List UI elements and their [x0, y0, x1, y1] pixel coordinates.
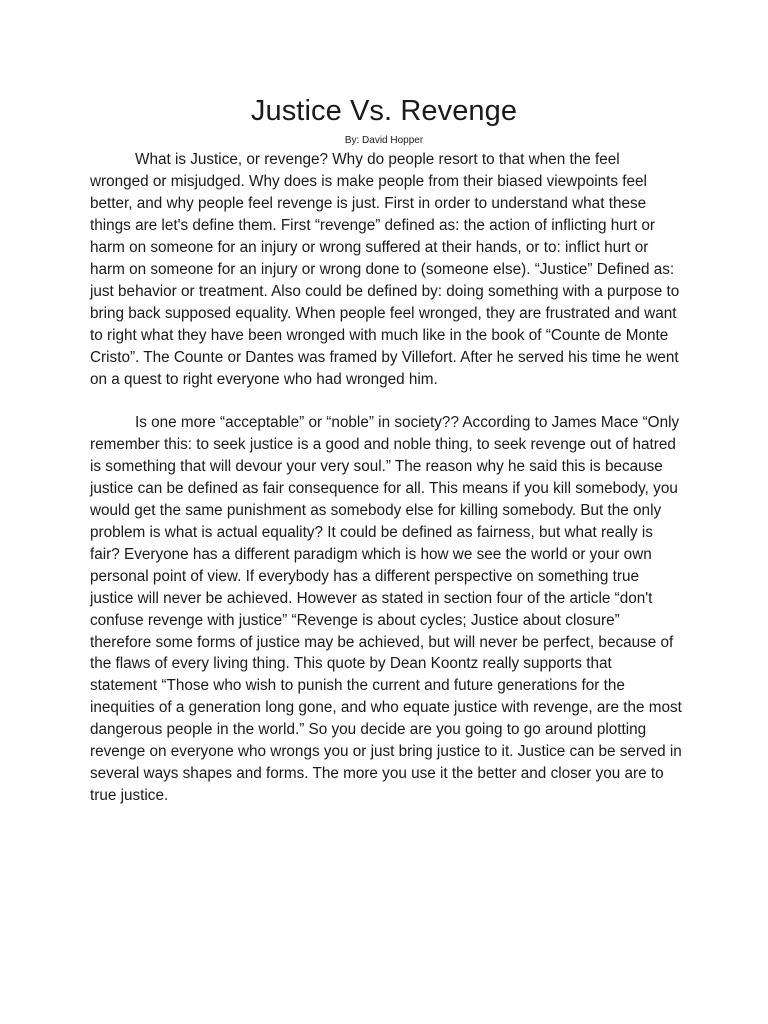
- body-paragraph: What is Justice, or revenge? Why do people resort to that when the feel wronged or misjudged. Why does is make people from their biased viewpoints feel better, and why people feel revenge is just. First in order to understand what these things are let's define them. First “revenge” defined as: the action of inflicting hurt or harm on someone for an injury or wrong suffered at their hands, or to: inflict hurt or harm on someone for an injury or wrong done to (someone else). “Justice” Defined as: just behavior or treatment. Also could be defined by: doing something with a purpose to bring back supposed equality. When people feel wronged, they are frustrated and want to right what they have been wronged with much like in the book of “Counte de Monte Cristo”. The Counte or Dantes was framed by Villefort. After he served his time he went on a quest to right everyone who had wronged him.: [90, 151, 680, 388]
- body-paragraph: Is one more “acceptable” or “noble” in society?? According to James Mace “Only remember this: to seek justice is a good and noble thing, to seek revenge out of hatred is something that will devour your very soul.” The reason why he said this is because justice can be defined as fair consequence for all. This means if you kill somebody, you would get the same punishment as somebody else for killing somebody. But the only problem is what is actual equality? It could be defined as fairness, but what really is fair? Everyone has a different paradigm which is how we see the world or your own personal point of view. If everybody has a different perspective on something true justice will never be achieved. However as stated in section four of the article “don't confuse revenge with justice” “Revenge is about cycles; Justice about closure” therefore some forms of justice may be achieved, but will never be perfect, because of the flaws of every living thing. This quote by Dean Koontz really supports that statement “Those who wish to punish the current and future generations for the inequities of a generation long gone, and who equate justice with revenge, are the most dangerous people in the world.” So you decide are you going to go around plotting revenge on everyone who wrongs you or just bring justice to it. Justice can be served in several ways shapes and forms. The more you use it the better and closer you are to true justice.: [90, 413, 682, 805]
- document-title: Justice Vs. Revenge: [250, 95, 518, 127]
- author-byline: By: David Hopper: [344, 135, 424, 146]
- document-body: [90, 149, 682, 807]
